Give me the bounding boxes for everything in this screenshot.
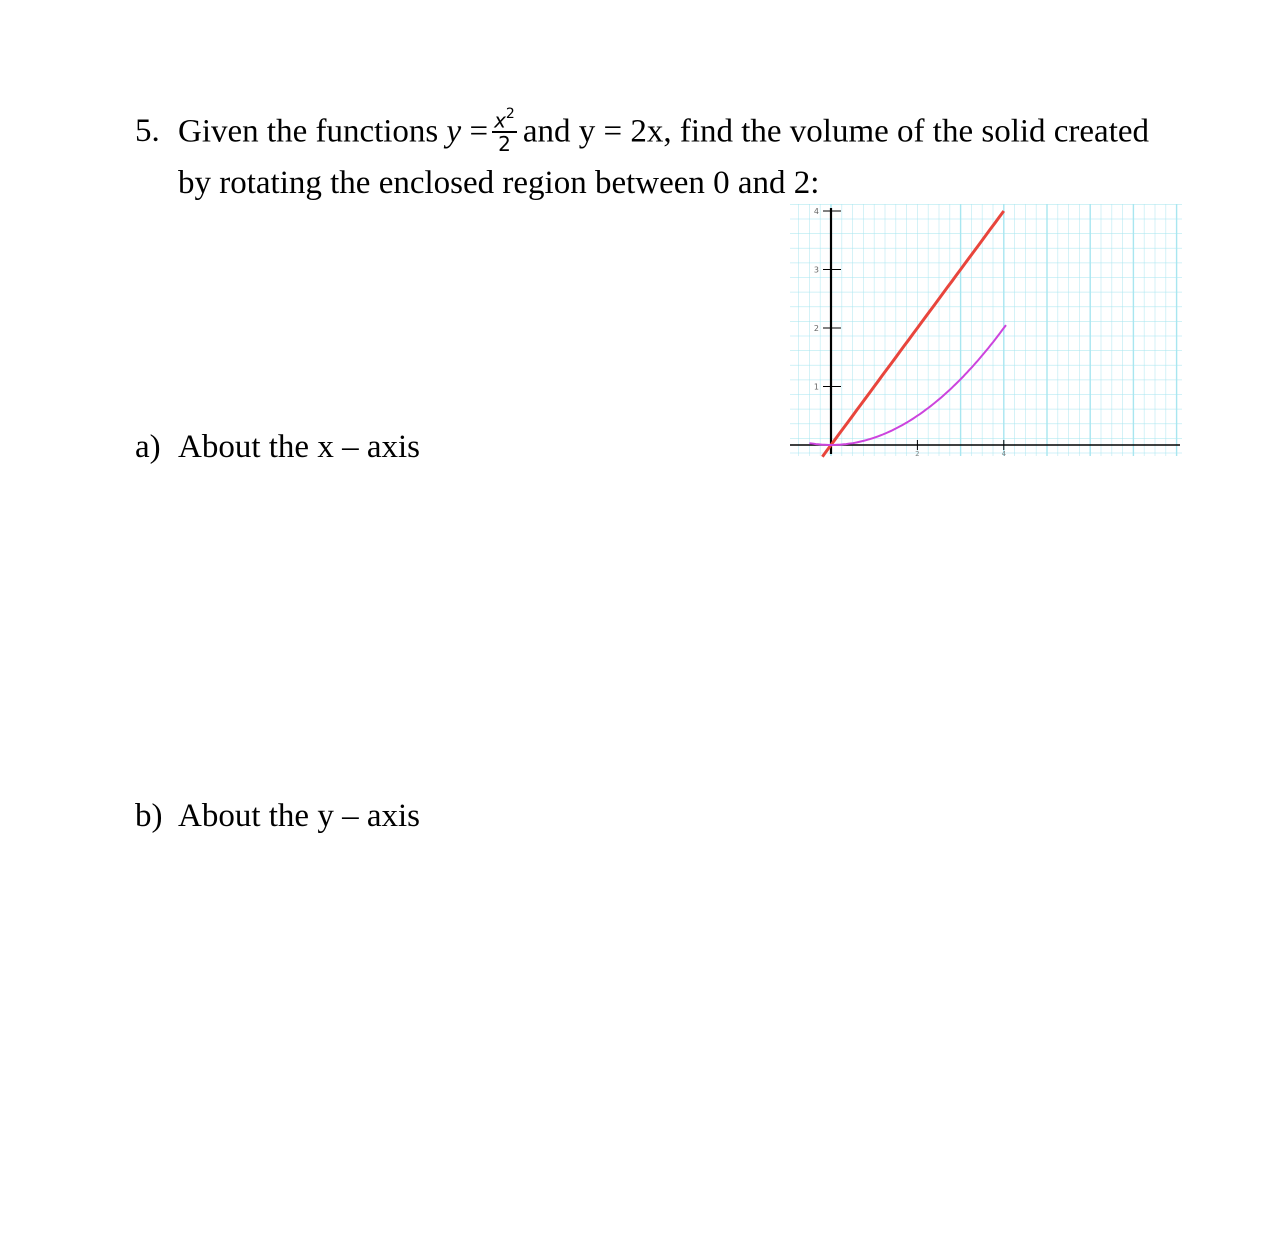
question-line-1 [135,106,1150,158]
question-rest: and y = 2x, find the volume of the solid created [522,113,1150,150]
axes [790,208,1180,454]
question-intro: Given the functions [178,113,439,150]
part-b-text: About the y – axis [178,798,420,834]
function-graph [790,200,1185,458]
question-number: 5. [135,113,160,150]
y-tick-label: 4 [813,207,819,216]
fraction-x-squared-over-2 [492,106,517,154]
y-tick-label: 3 [813,265,819,275]
fraction-denominator: 2 [498,131,511,156]
part-a-label: a) [135,429,161,465]
question-line-2: by rotating the enclosed region between 0 and 2: [178,165,820,201]
y-tick-label: 2 [813,324,819,333]
numerator-exponent: 2 [505,106,515,122]
grid [790,204,1182,456]
fraction-numerator [492,106,517,133]
x-tick-label: 4 [1001,450,1007,458]
series-line-2x [822,211,1003,457]
part-a-text: About the x – axis [178,429,420,465]
x-tick-label: 2 [915,450,920,458]
part-b [135,796,420,836]
part-b-label: b) [135,798,163,834]
y-tick-label: 1 [813,382,819,392]
part-a [135,427,420,467]
y-variable: y [446,113,462,150]
numerator-variable: x [494,108,506,133]
equals-sign: = [469,113,489,150]
series [809,211,1006,457]
